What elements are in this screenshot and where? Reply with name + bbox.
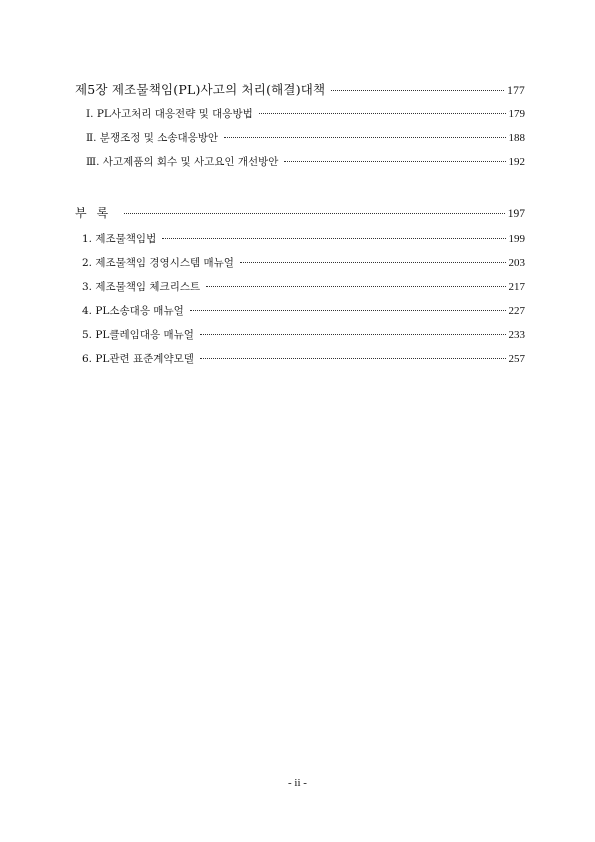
toc-page-number: 177 [507,85,525,97]
dot-leader [200,334,506,335]
toc-section-label: Ⅱ. 분쟁조정 및 소송대응방안 [86,132,219,144]
toc-section-label: Ⅰ. PL사고처리 대응전략 및 대응방법 [86,108,253,120]
dot-leader [206,286,505,287]
toc-chapter-5[interactable] [75,80,525,98]
toc-appendix-item-5[interactable] [82,327,525,342]
toc-item-label: 2. 제조물책임 경영시스템 매뉴얼 [82,257,234,269]
dot-leader [240,262,506,263]
toc-page-number: 233 [508,329,525,341]
toc-page-number: 227 [508,305,525,317]
page-footer-number: - ii - [288,777,307,789]
toc-item-label: 5. PL클레임대응 매뉴얼 [82,329,194,341]
toc-section-1[interactable] [86,106,525,121]
toc-appendix-item-6[interactable] [82,351,525,366]
toc-page-number: 179 [508,108,525,120]
toc-chapter-title: 제5장 제조물책임(PL)사고의 처리(해결)대책 [75,82,326,97]
toc-page-number: 199 [508,233,525,245]
toc-section-label: Ⅲ. 사고제품의 회수 및 사고요인 개선방안 [86,156,279,168]
toc-item-label: 1. 제조물책임법 [82,233,157,245]
dot-leader [124,213,505,214]
toc-appendix-item-3[interactable] [82,279,525,294]
dot-leader [162,238,505,239]
toc-page-number: 188 [508,132,525,144]
toc-appendix-title: 부록 [75,206,119,220]
toc-section-3[interactable] [86,154,525,169]
toc-item-label: 3. 제조물책임 체크리스트 [82,281,201,293]
toc-appendix-item-4[interactable] [82,303,525,318]
toc-appendix[interactable] [75,204,525,221]
dot-leader [200,358,506,359]
toc-appendix-item-2[interactable] [82,255,525,270]
toc-page-number: 197 [507,208,525,220]
dot-leader [284,161,505,162]
toc-item-label: 4. PL소송대응 매뉴얼 [82,305,184,317]
dot-leader [190,310,506,311]
toc-item-label: 6. PL관련 표준계약모델 [82,353,194,365]
toc-page-number: 257 [508,353,525,365]
toc-page-number: 217 [508,281,525,293]
toc-section-2[interactable] [86,130,525,145]
dot-leader [224,137,505,138]
toc-page-number: 203 [508,257,525,269]
toc-appendix-item-1[interactable] [82,231,525,246]
dot-leader [331,90,504,91]
dot-leader [259,113,506,114]
toc-page-number: 192 [508,156,525,168]
